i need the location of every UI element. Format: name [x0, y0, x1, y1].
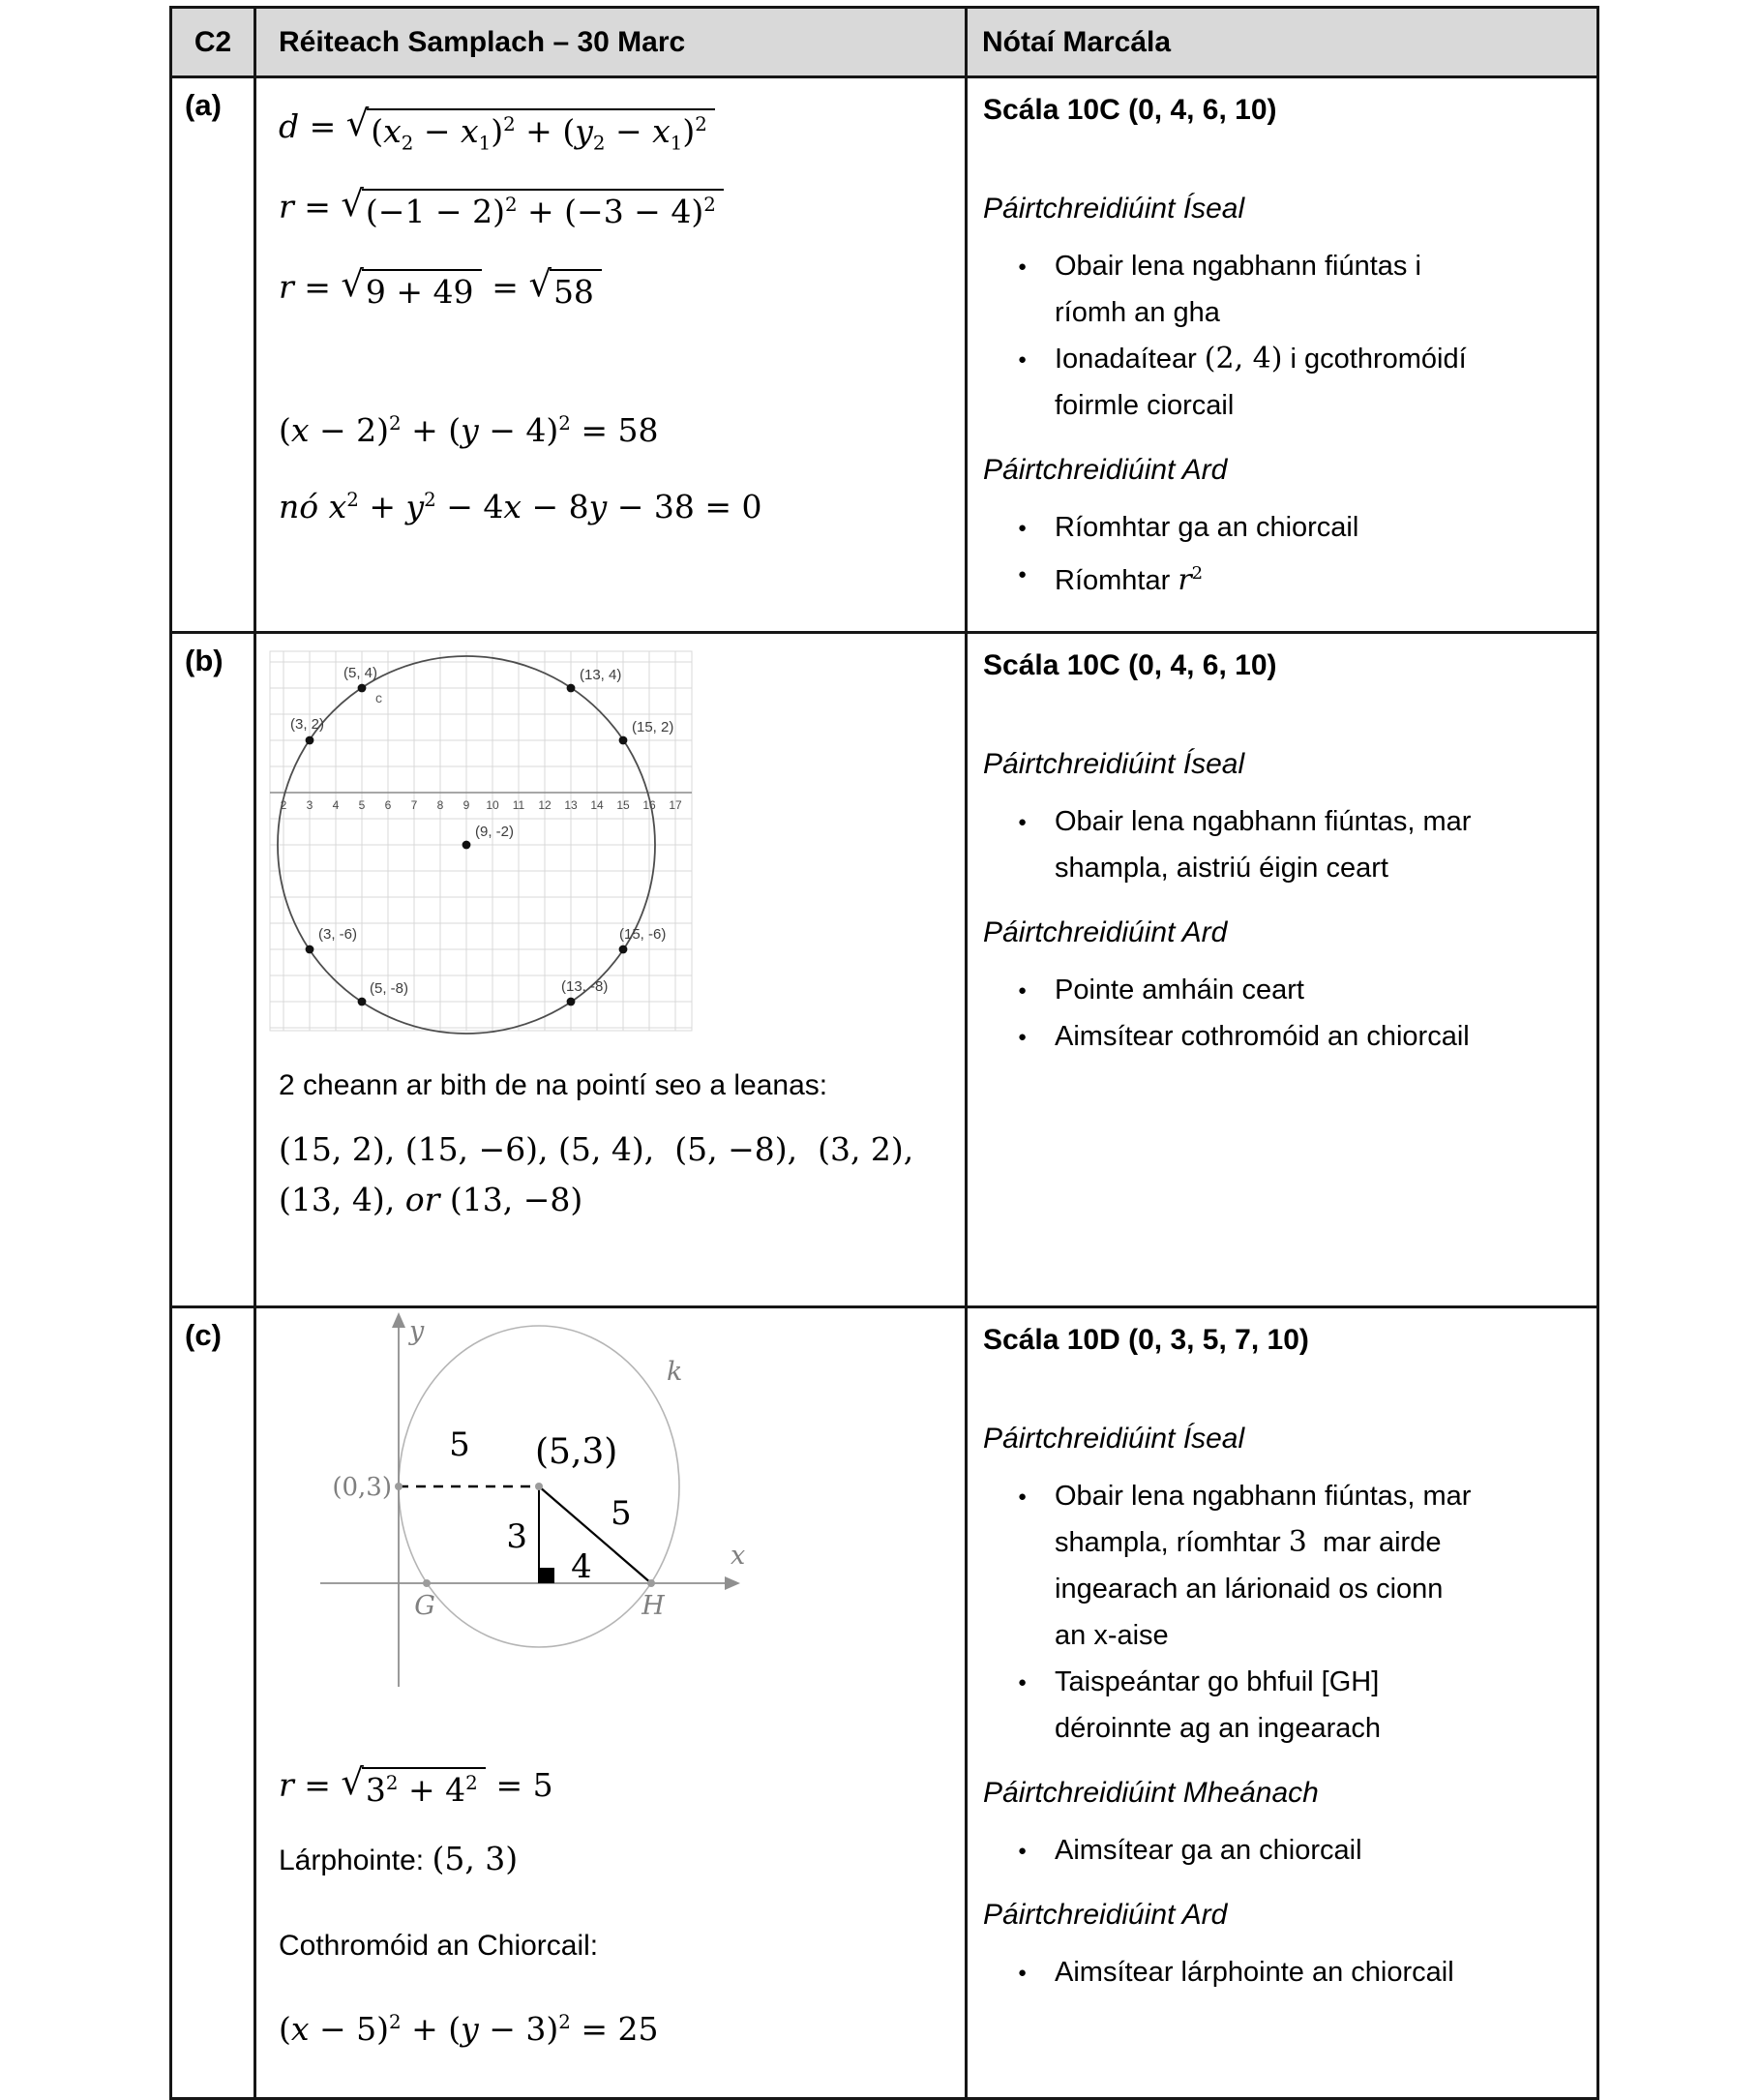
notes-bullets — [983, 967, 1583, 1060]
svg-text:(3, -6): (3, -6) — [318, 926, 358, 943]
svg-text:12: 12 — [538, 798, 552, 812]
solution-cell-c — [256, 1308, 968, 2097]
notes-bullets — [983, 1949, 1583, 1995]
svg-text:(13, -8): (13, -8) — [561, 978, 609, 995]
row-label-a: (a) — [172, 78, 256, 634]
notes-bullets — [983, 504, 1583, 604]
notes-bullets — [983, 1473, 1583, 1752]
formula-radius-value: r = √ 9 + 49 = √ 58 — [279, 267, 602, 314]
svg-text:17: 17 — [669, 798, 682, 812]
svg-text:6: 6 — [384, 798, 392, 812]
svg-text:c: c — [375, 690, 382, 705]
notes-bullets — [983, 243, 1583, 429]
svg-text:11: 11 — [512, 798, 525, 812]
note-bullet: ● Taispeántar go bhfuil [GH] déroinnte ag an ingearach — [983, 1659, 1583, 1752]
svg-text:5: 5 — [611, 1494, 632, 1533]
circle-equation: $(x - 5)^2 + (y - 3)^2 = 25$ — [279, 2010, 659, 2048]
formula-distance: d = √ $(x_2 - x_1)^2 + (y_2 - x_1)^2$ — [279, 106, 715, 157]
header-marking-notes-title: Nótaí Marcála — [968, 9, 1596, 78]
partial-credit-low-heading: Páirtchreidiúint Íseal — [983, 193, 1245, 225]
svg-text:13: 13 — [564, 798, 578, 812]
svg-text:(15, 2): (15, 2) — [632, 719, 674, 735]
note-bullet: ● Ríomhtar ga an chiorcail — [983, 504, 1583, 551]
header-sample-solution-title: Réiteach Samplach – 30 Marc — [256, 9, 968, 78]
row-label-c: (c) — [172, 1308, 256, 2097]
centre-point-line: Lárphointe: (5, 3) — [279, 1840, 519, 1877]
svg-text:14: 14 — [590, 798, 604, 812]
partial-credit-high-heading: Páirtchreidiúint Ard — [983, 1899, 1228, 1931]
note-bullet: ● Ionadaítear (2, 4) i gcothromóidí foirmle ciorcail — [983, 336, 1583, 429]
svg-text:2: 2 — [280, 798, 287, 812]
scale-label: Scála 10C (0, 4, 6, 10) — [983, 94, 1277, 126]
svg-text:5: 5 — [449, 1425, 470, 1464]
notes-cell-b — [968, 634, 1596, 1308]
partial-credit-high-heading: Páirtchreidiúint Ard — [983, 454, 1228, 486]
svg-text:(3, 2): (3, 2) — [290, 716, 325, 733]
note-bullet: ● Aimsítear lárphointe an chiorcail — [983, 1949, 1583, 1995]
svg-text:(0,3): (0,3) — [332, 1473, 392, 1502]
points-intro-text: 2 cheann ar bith de na pointí seo a leanas: — [279, 1069, 828, 1101]
note-bullet: ● Pointe amháin ceart — [983, 967, 1583, 1013]
svg-text:5: 5 — [358, 798, 366, 812]
svg-text:(5, 4): (5, 4) — [343, 665, 378, 681]
svg-text:3: 3 — [306, 798, 313, 812]
circle-equation-label: Cothromóid an Chiorcail: — [279, 1930, 599, 1962]
partial-credit-high-heading: Páirtchreidiúint Ard — [983, 916, 1228, 948]
svg-text:(5,3): (5,3) — [535, 1432, 618, 1472]
header-question-code: C2 — [172, 9, 256, 78]
svg-text:7: 7 — [410, 798, 418, 812]
svg-text:8: 8 — [436, 798, 444, 812]
svg-text:(15, -6): (15, -6) — [619, 926, 667, 943]
svg-text:4: 4 — [332, 798, 340, 812]
scale-label: Scála 10C (0, 4, 6, 10) — [983, 649, 1277, 681]
partial-credit-low-heading: Páirtchreidiúint Íseal — [983, 1423, 1245, 1455]
row-label-b: (b) — [172, 634, 256, 1308]
notes-cell-a — [968, 78, 1596, 634]
solution-cell-a — [256, 78, 968, 634]
svg-text:16: 16 — [642, 798, 656, 812]
svg-text:G: G — [414, 1591, 435, 1621]
svg-text:10: 10 — [486, 798, 499, 812]
notes-cell-c — [968, 1308, 1596, 2097]
points-list-line2: (13, 4), or (13, −8) — [279, 1181, 583, 1218]
formula-radius-sub: r = √ $(-1 - 2)^2 + (-3 - 4)^2$ — [279, 187, 724, 233]
formula-radius-345: r = √ $3^2 + 4^2$ = 5 — [279, 1765, 553, 1812]
svg-text:(13, 4): (13, 4) — [580, 667, 622, 683]
svg-text:9: 9 — [462, 798, 470, 812]
partial-credit-low-heading: Páirtchreidiúint Íseal — [983, 748, 1245, 780]
svg-text:H: H — [641, 1591, 665, 1621]
scale-label: Scála 10D (0, 3, 5, 7, 10) — [983, 1324, 1309, 1356]
svg-text:(5, -8): (5, -8) — [370, 980, 409, 997]
formula-circle-centre: $(x - 2)^2 + (y - 4)^2 = 58$ — [279, 411, 659, 449]
note-bullet: ● Aimsítear cothromóid an chiorcail — [983, 1013, 1583, 1060]
notes-bullets — [983, 798, 1583, 891]
svg-text:3: 3 — [506, 1517, 527, 1556]
notes-bullets — [983, 1827, 1583, 1874]
svg-text:x: x — [731, 1541, 746, 1571]
note-bullet: ● Aimsítear ga an chiorcail — [983, 1827, 1583, 1874]
points-list-line1: (15, 2), (15, −6), (5, 4), (5, −8), (3, 2), — [279, 1130, 914, 1168]
partial-credit-mid-heading: Páirtchreidiúint Mheánach — [983, 1777, 1319, 1809]
formula-circle-general: nó $x^2 + y^2 - 4x - 8y - 38 = 0$ — [279, 488, 762, 525]
solution-cell-b — [256, 634, 968, 1308]
svg-text:k: k — [667, 1357, 683, 1387]
marking-scheme-table — [169, 6, 1599, 2100]
note-bullet: ● Obair lena ngabhann fiúntas i ríomh an gha — [983, 243, 1583, 336]
circle-k-diagram — [256, 1308, 968, 1715]
note-bullet: ● Obair lena ngabhann fiúntas, mar shampla, ríomhtar 3 mar airde ingearach an lárionaid os cionn an x-aise — [983, 1473, 1583, 1659]
svg-text:4: 4 — [571, 1547, 592, 1586]
svg-text:y: y — [409, 1316, 425, 1346]
svg-text:15: 15 — [616, 798, 630, 812]
note-bullet: ● Ríomhtar $r^2$ — [983, 551, 1583, 604]
svg-text:(9, -2): (9, -2) — [475, 824, 515, 840]
note-bullet: ● Obair lena ngabhann fiúntas, mar shampla, aistriú éigin ceart — [983, 798, 1583, 891]
